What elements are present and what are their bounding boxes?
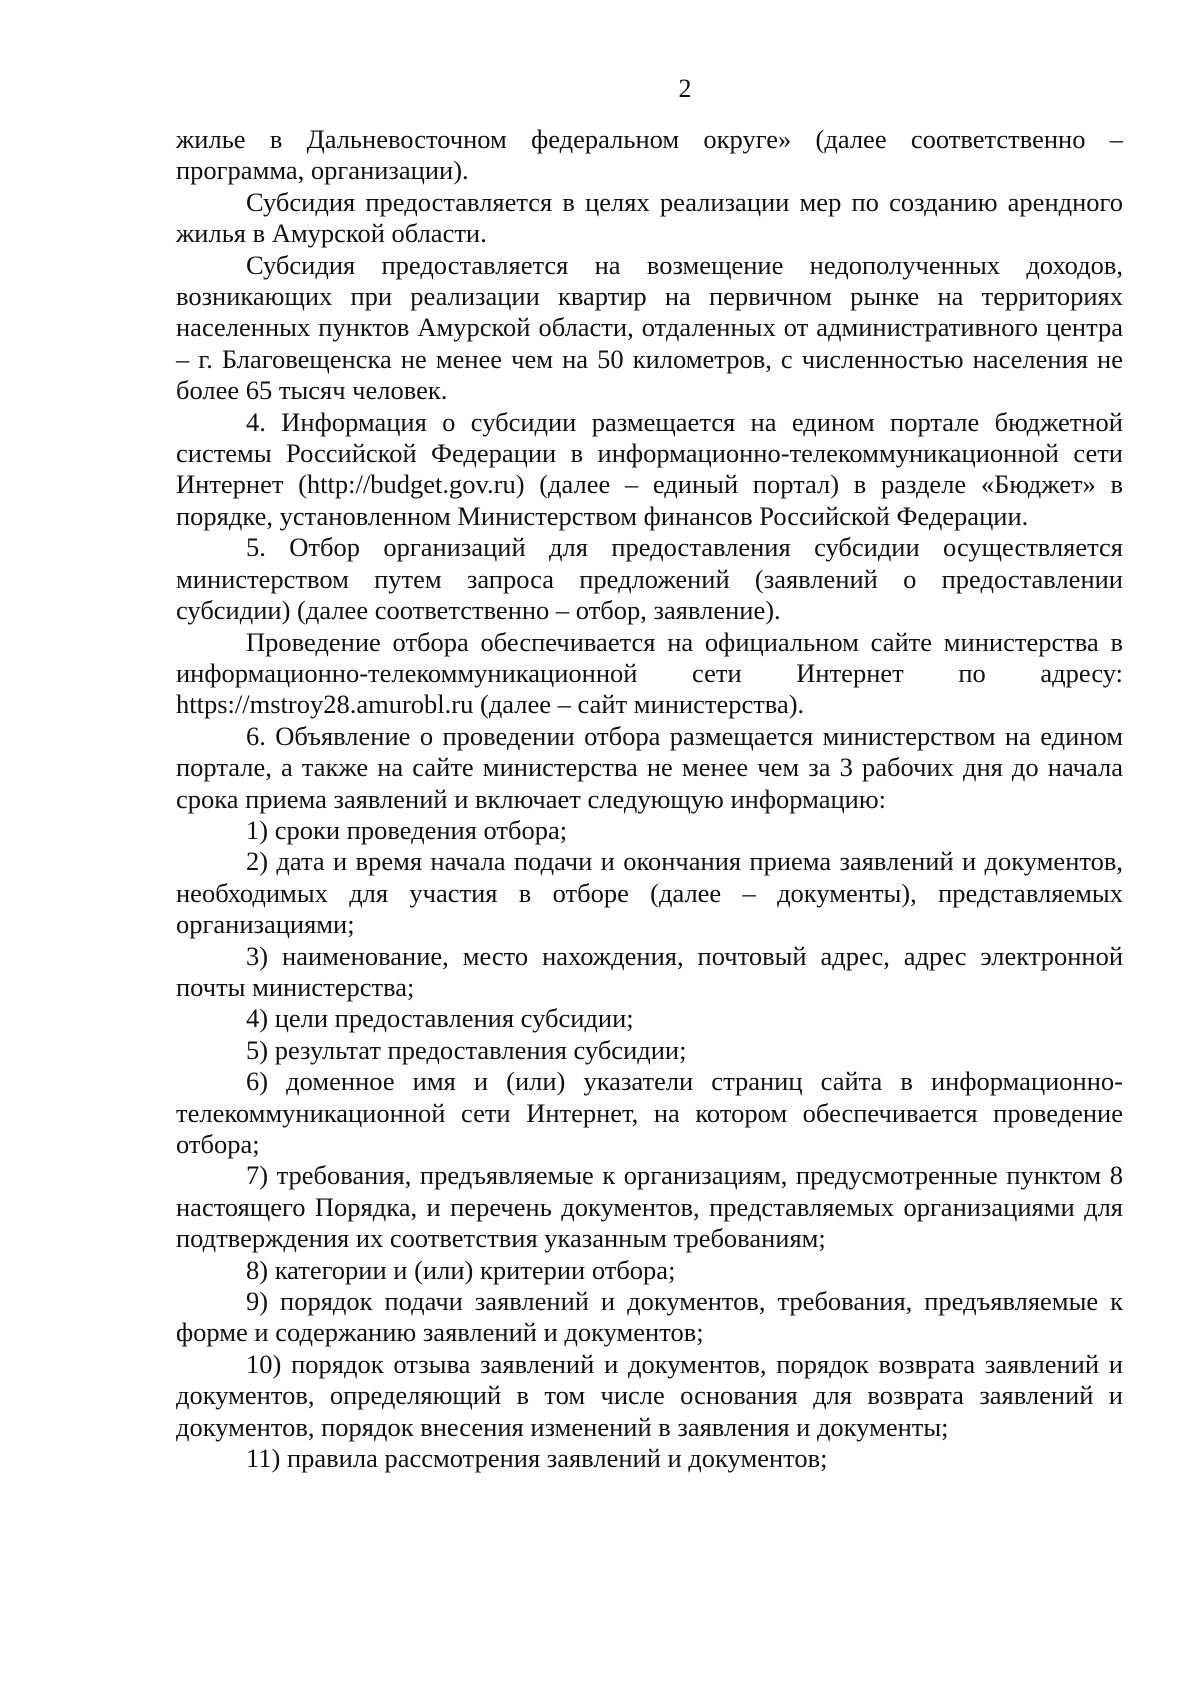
list-item-8: 8) категории и (или) критерии отбора;: [246, 1254, 676, 1285]
list-item-3: 3) наименование, место нахождения, почтовый адрес, адрес электронной почты министерства;: [176, 940, 1123, 1002]
paragraph-item-4: 4. Информация о субсидии размещается на едином портале бюджетной системы Российской Федерации в информационно-телекоммуникационной сети Интернет (http://budget.gov.ru) (далее – единый портал) в разделе «Бюджет» в порядке, установленном Министерством финансов Российской Федерации.: [176, 406, 1123, 531]
paragraph-item-5: 5. Отбор организаций для предоставления субсидии осуществляется министерством путем запроса предложений (заявлений о предоставлении субсидии) (далее соответственно – отбор, заявление).: [176, 532, 1123, 626]
list-item-2: 2) дата и время начала подачи и окончания приема заявлений и документов, необходимых для участия в отборе (далее – документы), представляемых организациями;: [176, 846, 1123, 940]
list-item-7: 7) требования, предъявляемые к организациям, предусмотренные пунктом 8 настоящего Порядка, и перечень документов, представляемых организациями для подтверждения их соответствия указанным требованиям;: [176, 1160, 1123, 1254]
paragraph-item-6: 6. Объявление о проведении отбора размещается министерством на едином портале, а также на сайте министерства не менее чем за 3 рабочих дня до начала срока приема заявлений и включает следующую информацию:: [176, 720, 1123, 814]
paragraph-subsidy-compensation: Субсидия предоставляется на возмещение недополученных доходов, возникающих при реализации квартир на первичном рынке на территориях населенных пунктов Амурской области, отдаленных от административного центра – г. Благовещенска не менее чем на 50 километров, с численностью населения не более 65 тысяч человек.: [176, 249, 1123, 406]
list-item-6: 6) доменное имя и (или) указатели страниц сайта в информационно-телекоммуникационной сети Интернет, на котором обеспечивается проведение отбора;: [176, 1066, 1123, 1159]
list-item-1: 1) сроки проведения отбора;: [246, 814, 568, 845]
paragraph-subsidy-purpose: Субсидия предоставляется в целях реализации мер по созданию арендного жилья в Амурской области.: [176, 186, 1123, 249]
page-number: 2: [678, 74, 692, 103]
list-item-10: 10) порядок отзыва заявлений и документов, порядок возврата заявлений и документов, определяющий в том числе основания для возврата заявлений и документов, порядок внесения изменений в заявления и документы;: [176, 1348, 1123, 1442]
paragraph-selection-website: Проведение отбора обеспечивается на официальном сайте министерства в информационно-телекоммуникационной сети Интернет по адресу: https://mstroy28.amurobl.ru (далее – сайт министерства).: [176, 626, 1123, 720]
list-item-5: 5) результат предоставления субсидии;: [246, 1034, 687, 1065]
list-item-9: 9) порядок подачи заявлений и документов, требования, предъявляемые к форме и содержанию заявлений и документов;: [176, 1286, 1123, 1348]
paragraph-program-continuation: жилье в Дальневосточном федеральном округе» (далее соответственно – программа, организации).: [176, 124, 1123, 186]
list-item-4: 4) цели предоставления субсидии;: [246, 1003, 634, 1034]
document-body: [176, 124, 1123, 1474]
list-item-11: 11) правила рассмотрения заявлений и документов;: [246, 1443, 828, 1474]
